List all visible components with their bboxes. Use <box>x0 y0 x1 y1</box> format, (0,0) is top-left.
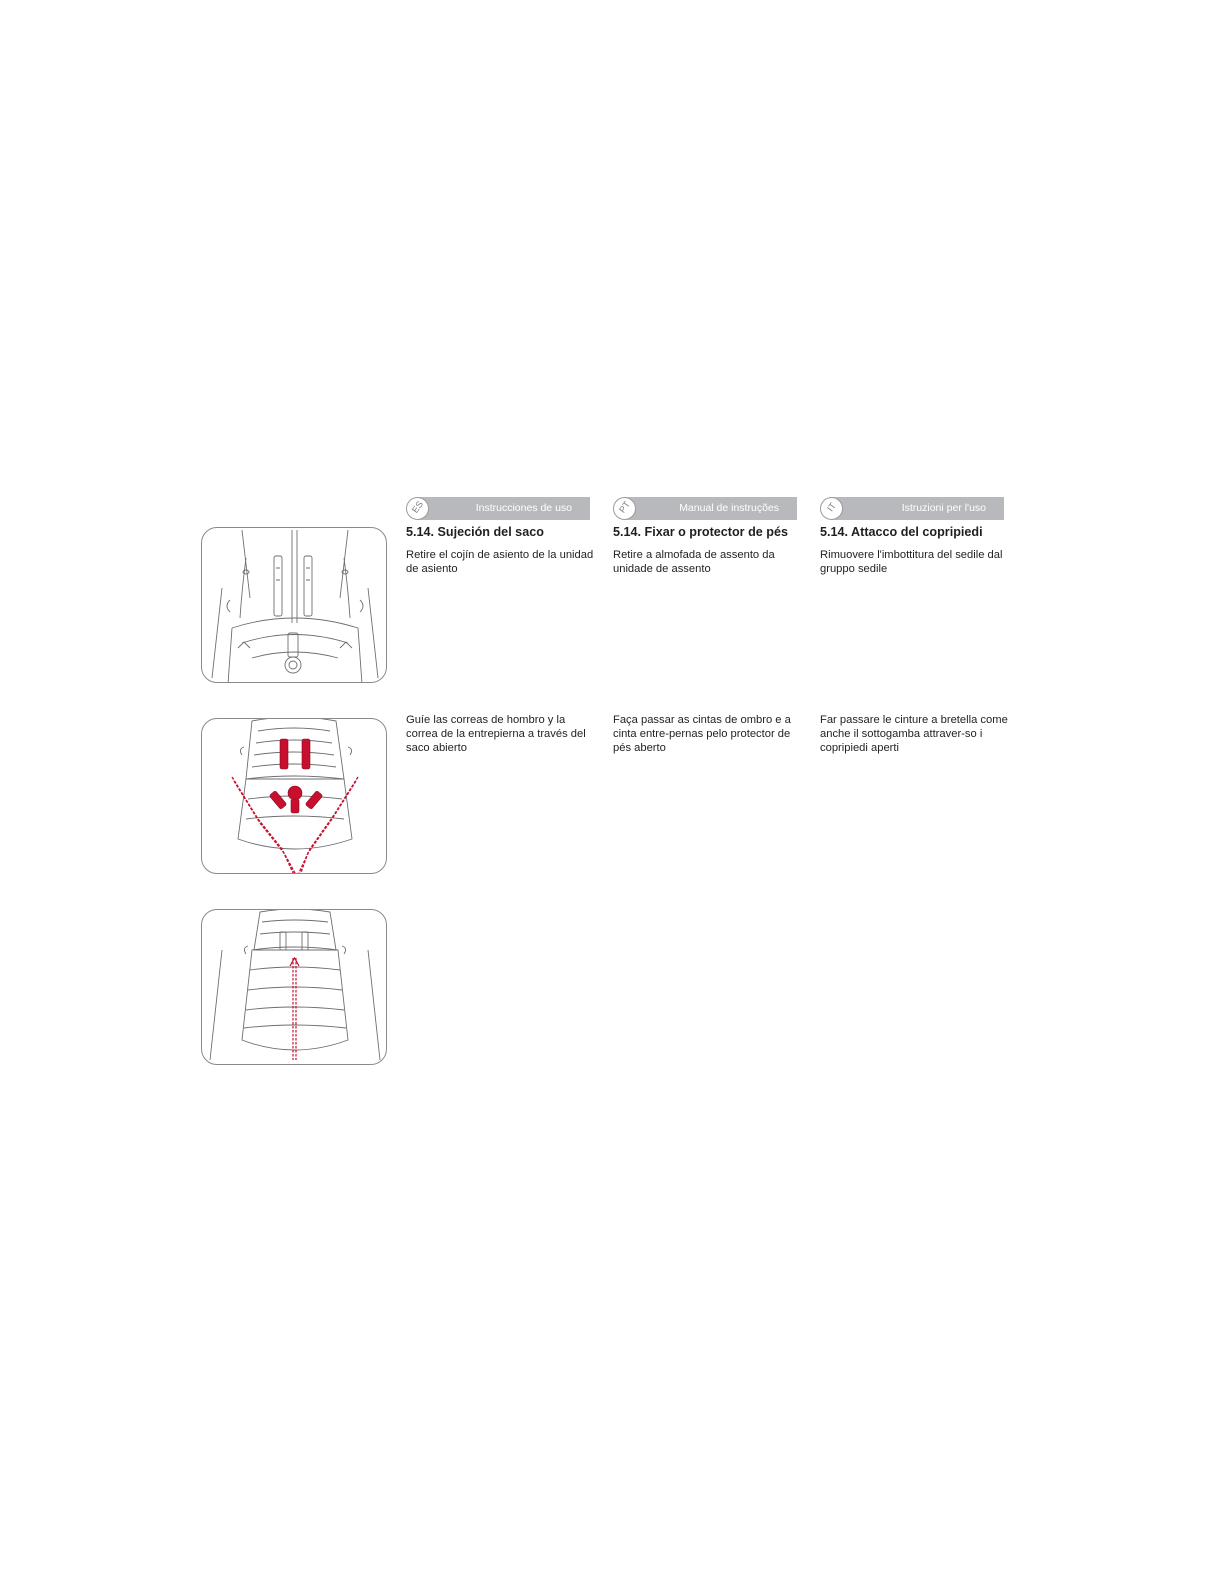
closed-footmuff-drawing <box>202 910 387 1065</box>
open-footmuff-drawing <box>202 719 387 874</box>
language-badge: PT <box>613 497 636 520</box>
step1-text-es: Retire el cojín de asiento de la unidad de asiento <box>406 549 594 575</box>
language-badge: ES <box>406 497 429 520</box>
step2-text-pt: Faça passar as cintas de ombro e a cinta entre-pernas pelo protector de pés aberto <box>613 714 791 754</box>
step2-text-es: Guíe las correas de hombro y la correa de la entrepierna a través del saco abierto <box>406 714 586 754</box>
step2-text-it: Far passare le cinture a bretella come anche il sottogamba attraver-so i copripiedi aperti <box>820 714 1008 754</box>
illustration-step-2 <box>201 718 387 874</box>
section-title-pt: 5.14. Fixar o protector de pés <box>613 525 788 539</box>
language-header-pt <box>613 497 797 520</box>
language-header-it <box>820 497 1004 520</box>
step1-text-it: Rimuovere l'imbottitura del sedile dal gruppo sedile <box>820 549 1003 575</box>
language-badge: IT <box>820 497 843 520</box>
step1-text-pt: Retire a almofada de assento da unidade de assento <box>613 549 775 575</box>
section-title-it: 5.14. Attacco del copripiedi <box>820 525 983 539</box>
header-label: Istruzioni per l'uso <box>901 502 986 514</box>
seat-cushion-drawing <box>202 528 387 683</box>
illustration-step-1 <box>201 527 387 683</box>
header-label: Instrucciones de uso <box>475 502 572 514</box>
language-header-es <box>406 497 590 520</box>
header-label: Manual de instruções <box>679 502 779 514</box>
section-title-es: 5.14. Sujeción del saco <box>406 525 544 539</box>
illustration-step-3 <box>201 909 387 1065</box>
